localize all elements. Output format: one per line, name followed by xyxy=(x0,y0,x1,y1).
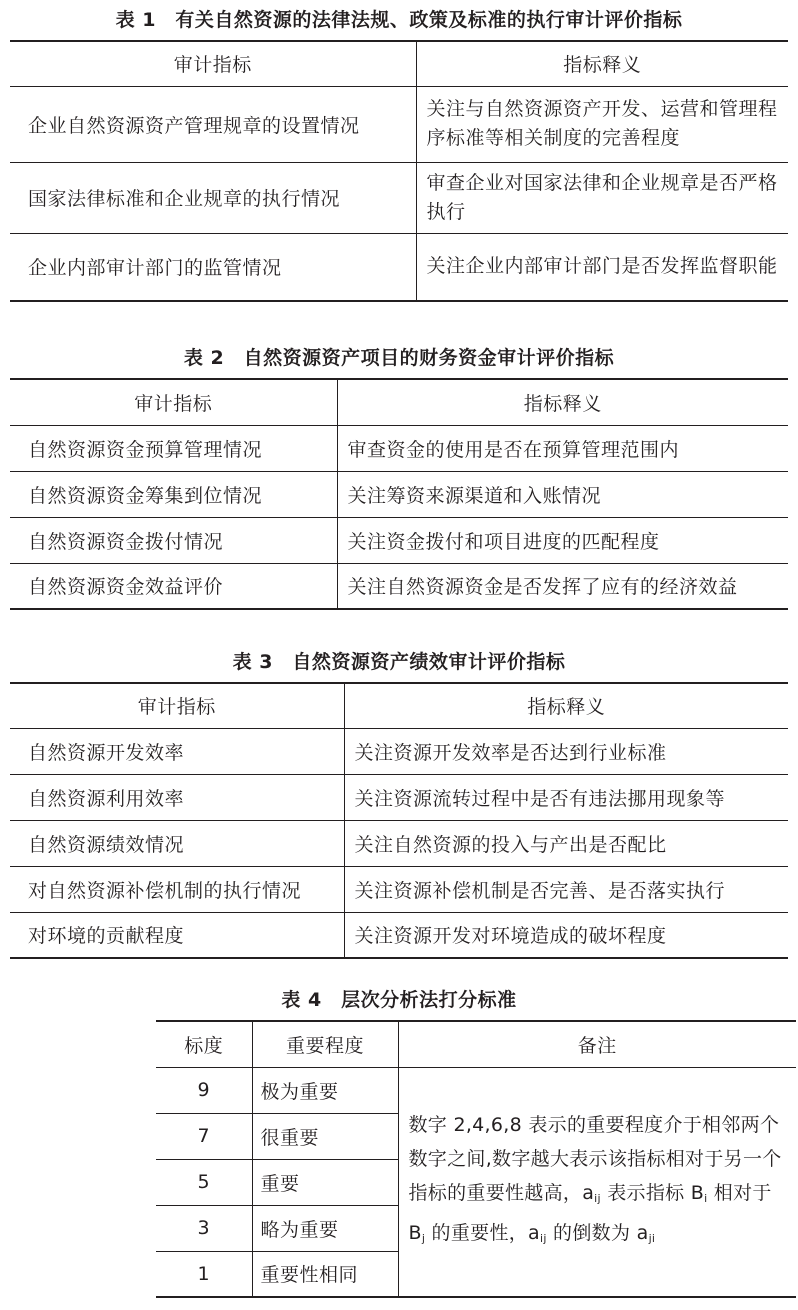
table3-cell-indicator: 对环境的贡献程度 xyxy=(10,912,344,958)
table1-cell-indicator: 企业内部审计部门的监管情况 xyxy=(10,233,416,301)
note-text: 的重要性， xyxy=(425,1221,529,1244)
table4-header-note: 备注 xyxy=(398,1021,796,1067)
note-symbol: B xyxy=(408,1221,422,1244)
table4-header-scale: 标度 xyxy=(156,1021,252,1067)
table-row xyxy=(10,471,788,517)
table3-header-indicator: 审计指标 xyxy=(10,683,344,728)
table2-cell-indicator: 自然资源资金筹集到位情况 xyxy=(10,471,337,517)
table-row xyxy=(10,563,788,609)
note-subscript: i xyxy=(704,1191,708,1205)
table3-cell-indicator: 自然资源利用效率 xyxy=(10,774,344,820)
note-text: 数字 2,4,6,8 表示的重要程度介于相邻两个数字之间,数字越大表示该指标相对于另一个指标的重要性越高， xyxy=(408,1113,782,1204)
table-row xyxy=(10,233,788,301)
table4-cell-importance: 略为重要 xyxy=(252,1205,398,1251)
note-symbol: a xyxy=(528,1221,540,1244)
table3-cell-definition: 关注资源开发对环境造成的破坏程度 xyxy=(344,912,788,958)
table2-cell-indicator: 自然资源资金效益评价 xyxy=(10,563,337,609)
table3-header-definition: 指标释义 xyxy=(344,683,788,728)
table-row xyxy=(10,866,788,912)
table2 xyxy=(10,378,788,610)
note-subscript: ij xyxy=(540,1231,547,1245)
table4-cell-scale: 7 xyxy=(156,1113,252,1159)
table1 xyxy=(10,40,788,302)
table4-cell-scale: 9 xyxy=(156,1067,252,1113)
note-symbol: a xyxy=(582,1181,595,1204)
table1-header-definition: 指标释义 xyxy=(416,41,788,86)
table3-cell-definition: 关注自然资源的投入与产出是否配比 xyxy=(344,820,788,866)
table3-cell-definition: 关注资源流转过程中是否有违法挪用现象等 xyxy=(344,774,788,820)
table3-cell-indicator: 自然资源绩效情况 xyxy=(10,820,344,866)
table-row xyxy=(10,728,788,774)
note-text: 表示指标 xyxy=(600,1181,691,1204)
note-text: 的倒数为 xyxy=(546,1221,637,1244)
table3-cell-indicator: 对自然资源补偿机制的执行情况 xyxy=(10,866,344,912)
table2-cell-definition: 关注自然资源资金是否发挥了应有的经济效益 xyxy=(337,563,788,609)
table-row xyxy=(10,517,788,563)
table1-header-indicator: 审计指标 xyxy=(10,41,416,86)
table2-cell-definition: 关注资金拨付和项目进度的匹配程度 xyxy=(337,517,788,563)
table2-cell-definition: 关注筹资来源渠道和入账情况 xyxy=(337,471,788,517)
table4 xyxy=(156,1020,796,1298)
table2-header-definition: 指标释义 xyxy=(337,379,788,425)
table4-cell-scale: 3 xyxy=(156,1205,252,1251)
table1-cell-indicator: 企业自然资源资产管理规章的设置情况 xyxy=(10,86,416,162)
table3-cell-definition: 关注资源开发效率是否达到行业标准 xyxy=(354,741,667,764)
table-row xyxy=(156,1067,796,1113)
table-row xyxy=(10,425,788,471)
table4-cell-importance: 极为重要 xyxy=(252,1067,398,1113)
note-symbol: B xyxy=(690,1181,705,1204)
table1-cell-indicator: 国家法律标准和企业规章的执行情况 xyxy=(10,162,416,233)
table4-cell-importance: 很重要 xyxy=(252,1113,398,1159)
table-row xyxy=(10,162,788,233)
table1-cell-definition: 审查企业对国家法律和企业规章是否严格执行 xyxy=(416,162,788,233)
table3-caption: 表 3 自然资源资产绩效审计评价指标 xyxy=(232,651,566,673)
table2-cell-indicator: 自然资源资金预算管理情况 xyxy=(10,425,337,471)
table1-cell-definition: 关注企业内部审计部门是否发挥监督职能 xyxy=(416,233,788,301)
table4-cell-importance: 重要性相同 xyxy=(252,1251,398,1297)
note-subscript: ij xyxy=(594,1191,601,1205)
table-row xyxy=(10,912,788,958)
table-row xyxy=(10,820,788,866)
table2-cell-indicator: 自然资源资金拨付情况 xyxy=(10,517,337,563)
table3 xyxy=(10,682,788,959)
table4-note-cell xyxy=(398,1067,796,1297)
table4-cell-importance: 重要 xyxy=(252,1159,398,1205)
table4-header-importance: 重要程度 xyxy=(252,1021,398,1067)
table2-cell-definition: 审查资金的使用是否在预算管理范围内 xyxy=(347,438,680,461)
table1-cell-definition: 关注与自然资源资产开发、运营和管理程序标准等相关制度的完善程度 xyxy=(426,98,778,149)
table3-cell-indicator: 自然资源开发效率 xyxy=(10,728,344,774)
note-subscript: ji xyxy=(648,1231,656,1245)
table2-header-indicator: 审计指标 xyxy=(10,379,337,425)
table-row xyxy=(10,86,788,162)
note-subscript: j xyxy=(421,1231,426,1245)
table1-caption: 表 1 有关自然资源的法律法规、政策及标准的执行审计评价指标 xyxy=(115,9,683,31)
table4-cell-scale: 5 xyxy=(156,1159,252,1205)
note-symbol: a xyxy=(636,1221,649,1244)
note-text: 相对于 xyxy=(707,1181,772,1204)
table4-caption: 表 4 层次分析法打分标准 xyxy=(281,989,517,1011)
table2-caption: 表 2 自然资源资产项目的财务资金审计评价指标 xyxy=(183,347,615,369)
table3-cell-definition: 关注资源补偿机制是否完善、是否落实执行 xyxy=(344,866,788,912)
table-row xyxy=(10,774,788,820)
table4-cell-scale: 1 xyxy=(156,1251,252,1297)
